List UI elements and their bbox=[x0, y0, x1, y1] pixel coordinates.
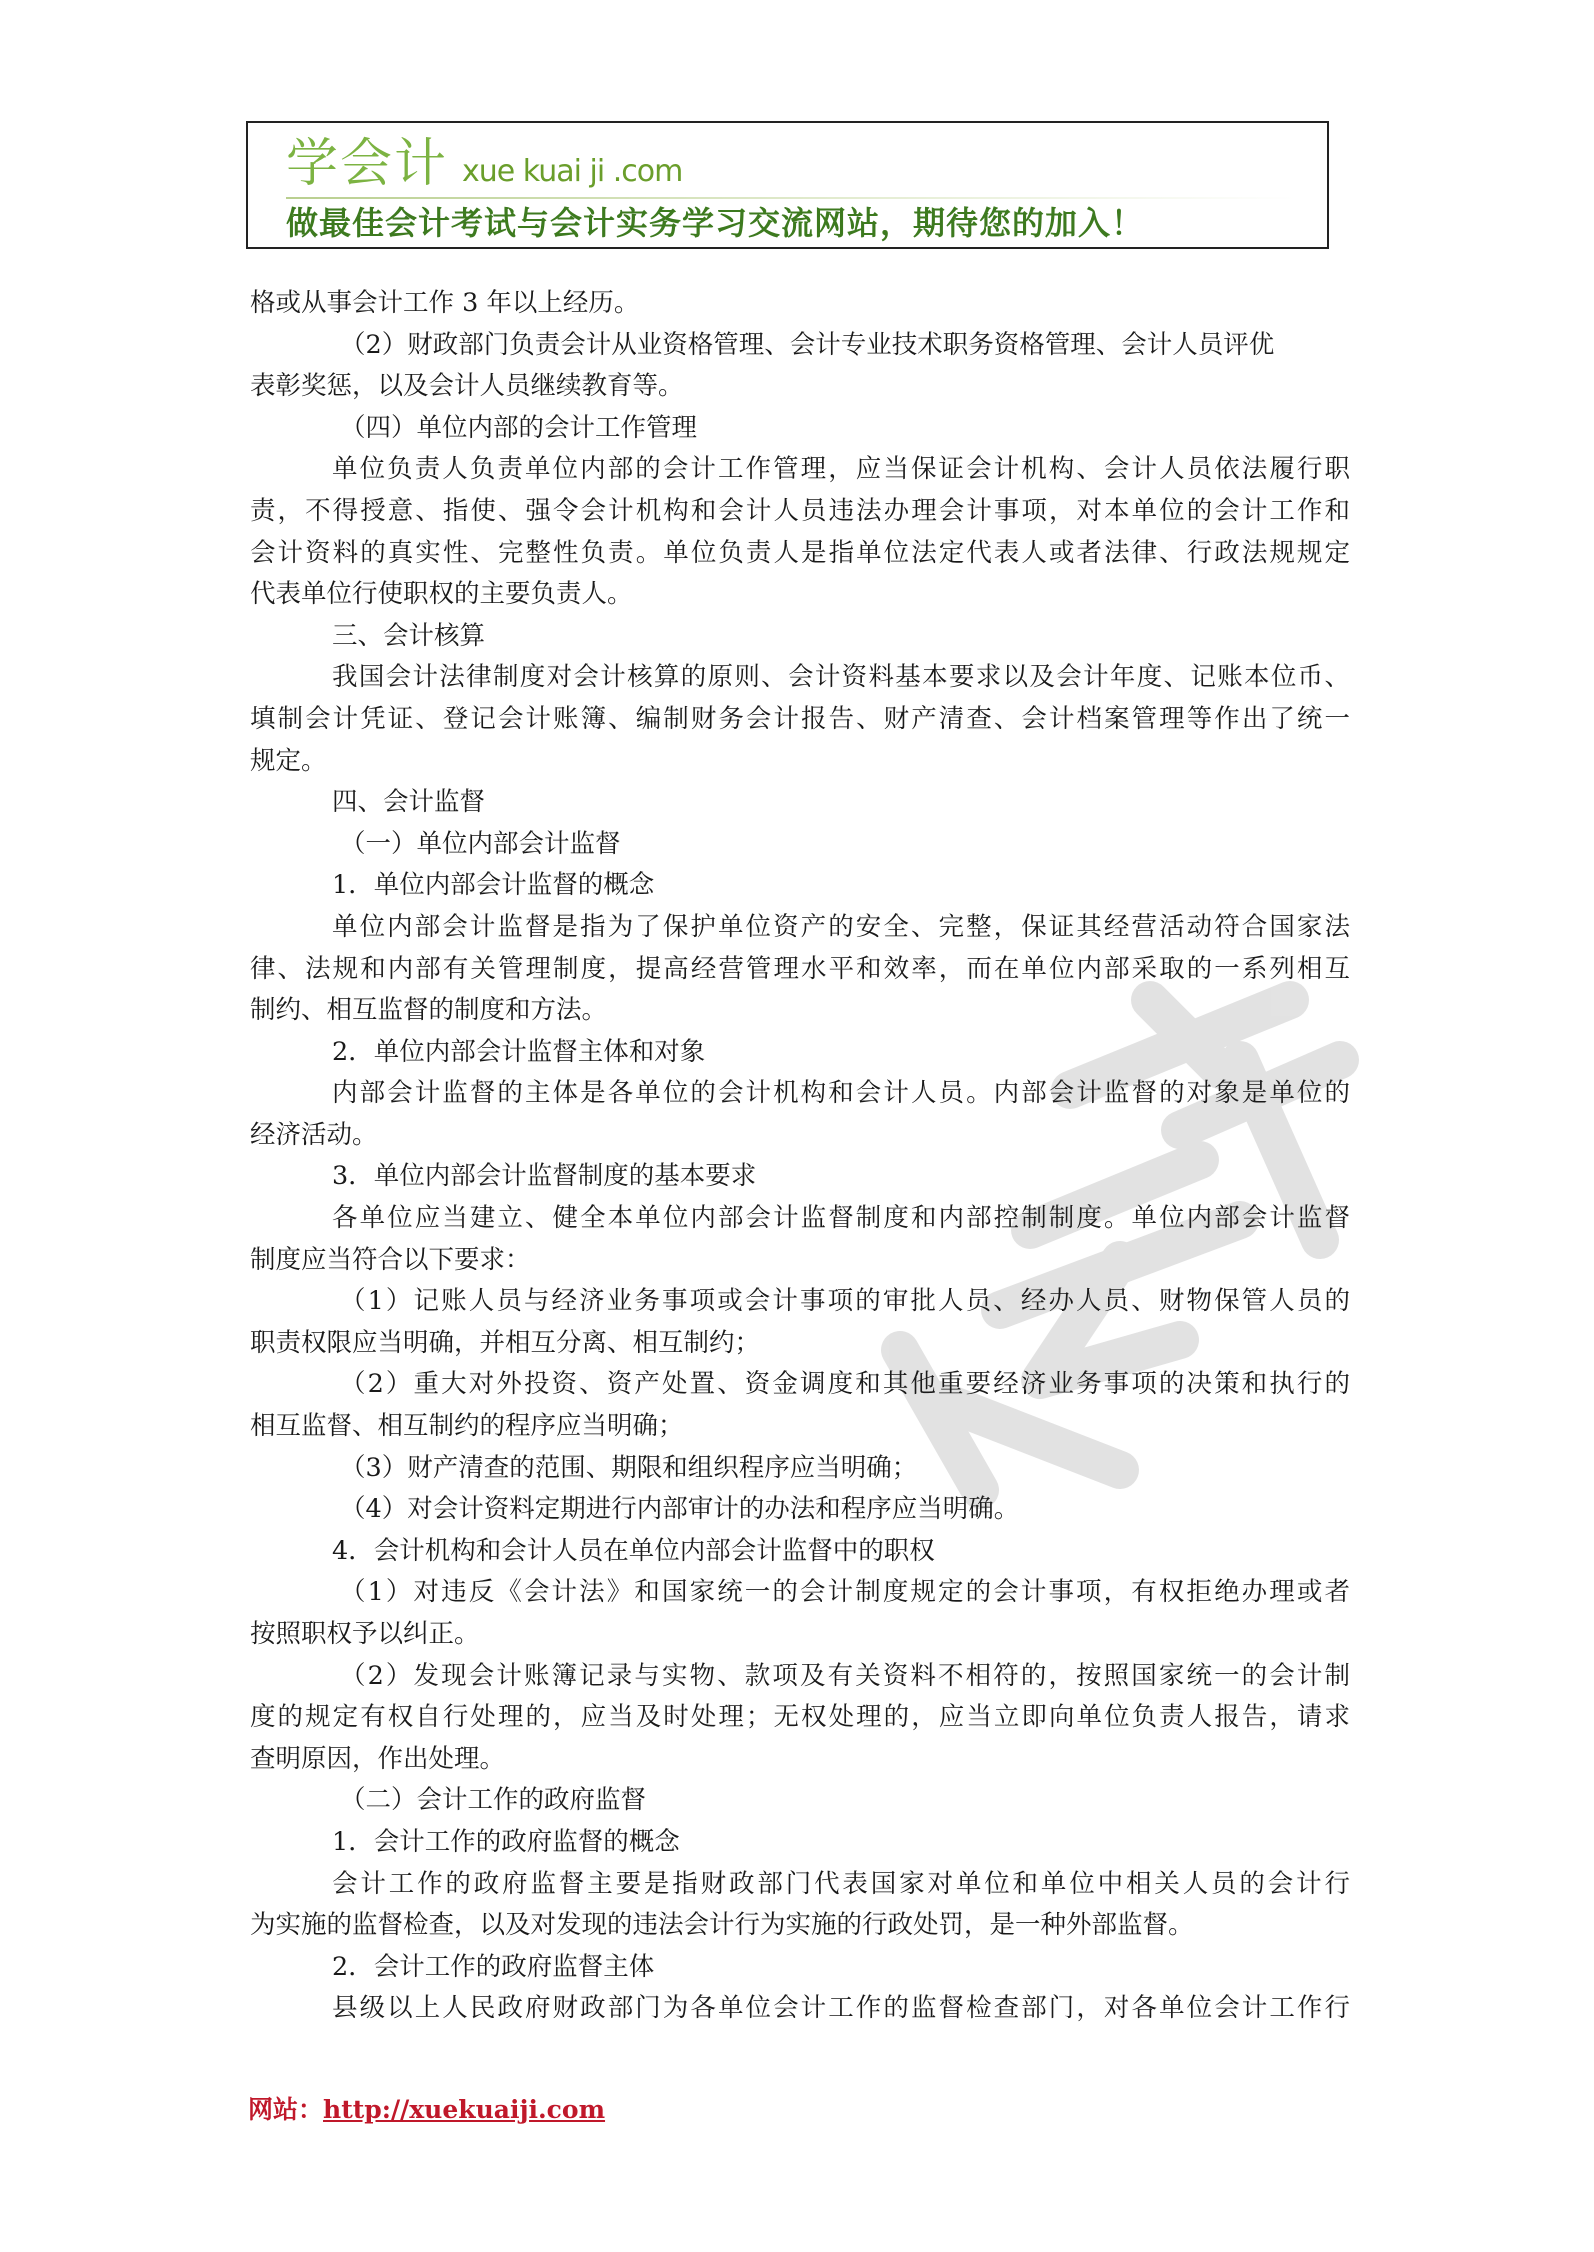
paragraph-line: 查明原因，作出处理。 bbox=[250, 1743, 506, 1774]
footer-label: 网站： bbox=[248, 2095, 324, 2124]
paragraph-line: （1）记账人员与经济业务事项或会计事项的审批人员、经办人员、财物保管人员的 bbox=[340, 1286, 1350, 1317]
paragraph-line: 相互监督、相互制约的程序应当明确； bbox=[250, 1411, 684, 1442]
paragraph-line: 县级以上人民政府财政部门为各单位会计工作的监督检查部门，对各单位会计工作行 bbox=[332, 1993, 1350, 2024]
paragraph-line: （2）重大对外投资、资产处置、资金调度和其他重要经济业务事项的决策和执行的 bbox=[340, 1369, 1350, 1400]
paragraph-line: 制约、相互监督的制度和方法。 bbox=[250, 995, 608, 1026]
banner-slogan: 做最佳会计考试与会计实务学习交流网站，期待您的加入！ bbox=[286, 204, 1145, 242]
section-heading: 1．单位内部会计监督的概念 bbox=[332, 870, 655, 901]
paragraph-line: 按照职权予以纠正。 bbox=[250, 1619, 480, 1649]
paragraph-line: 我国会计法律制度对会计核算的原则、会计资料基本要求以及会计年度、记账本位币、 bbox=[332, 662, 1350, 693]
section-heading: 1．会计工作的政府监督的概念 bbox=[332, 1826, 680, 1857]
paragraph-line: 律、法规和内部有关管理制度，提高经营管理水平和效率，而在单位内部采取的一系列相互 bbox=[250, 953, 1350, 984]
section-heading: 4．会计机构和会计人员在单位内部会计监督中的职权 bbox=[332, 1535, 935, 1566]
paragraph-line: 职责权限应当明确，并相互分离、相互制约； bbox=[250, 1327, 761, 1358]
paragraph-line: 规定。 bbox=[250, 745, 327, 776]
section-heading: 三、会计核算 bbox=[332, 620, 486, 651]
paragraph-line: （2）财政部门负责会计从业资格管理、会计专业技术职务资格管理、会计人员评优 bbox=[340, 329, 1275, 360]
banner-logo bbox=[286, 129, 682, 199]
document-body bbox=[250, 283, 1350, 2030]
paragraph-line: 代表单位行使职权的主要负责人。 bbox=[250, 579, 633, 610]
paragraph-line: 格或从事会计工作 3 年以上经历。 bbox=[250, 288, 640, 318]
section-heading: 2．会计工作的政府监督主体 bbox=[332, 1951, 655, 1982]
banner-divider bbox=[286, 197, 1296, 199]
brand-logo-text: 学会计 bbox=[286, 134, 449, 194]
paragraph-line: 会计工作的政府监督主要是指财政部门代表国家对单位和单位中相关人员的会计行 bbox=[332, 1868, 1350, 1899]
paragraph-line: （2）发现会计账簿记录与实物、款项及有关资料不相符的，按照国家统一的会计制 bbox=[340, 1660, 1350, 1691]
paragraph-line: 单位负责人负责单位内部的会计工作管理，应当保证会计机构、会计人员依法履行职 bbox=[332, 454, 1350, 485]
paragraph-line: 内部会计监督的主体是各单位的会计机构和会计人员。内部会计监督的对象是单位的 bbox=[332, 1078, 1350, 1109]
paragraph-line: 经济活动。 bbox=[250, 1119, 378, 1150]
section-heading: （一）单位内部会计监督 bbox=[340, 828, 621, 859]
paragraph-line: 制度应当符合以下要求： bbox=[250, 1244, 531, 1275]
paragraph-line: （1）对违反《会计法》和国家统一的会计制度规定的会计事项，有权拒绝办理或者 bbox=[340, 1577, 1350, 1608]
paragraph-line: （4）对会计资料定期进行内部审计的办法和程序应当明确。 bbox=[340, 1494, 1020, 1525]
site-banner bbox=[246, 121, 1329, 249]
paragraph-line: 度的规定有权自行处理的，应当及时处理；无权处理的，应当立即向单位负责人报告，请求 bbox=[250, 1702, 1350, 1733]
paragraph-line: 各单位应当建立、健全本单位内部会计监督制度和内部控制制度。单位内部会计监督 bbox=[332, 1203, 1350, 1234]
paragraph-line: 填制会计凭证、登记会计账簿、编制财务会计报告、财产清查、会计档案管理等作出了统一 bbox=[250, 703, 1350, 734]
section-heading: 2．单位内部会计监督主体和对象 bbox=[332, 1036, 706, 1067]
section-heading: 3．单位内部会计监督制度的基本要求 bbox=[332, 1161, 757, 1192]
paragraph-line: （3）财产清查的范围、期限和组织程序应当明确； bbox=[340, 1452, 918, 1483]
paragraph-line: 为实施的监督检查，以及对发现的违法会计行为实施的行政处罚，是一种外部监督。 bbox=[250, 1910, 1194, 1941]
section-heading: （二）会计工作的政府监督 bbox=[340, 1785, 647, 1816]
brand-domain-text: xue kuai ji .com bbox=[462, 154, 683, 189]
section-heading: 四、会计监督 bbox=[332, 787, 486, 818]
page-footer bbox=[248, 2090, 605, 2126]
paragraph-line: 会计资料的真实性、完整性负责。单位负责人是指单位法定代表人或者法律、行政法规规定 bbox=[250, 537, 1350, 568]
paragraph-line: 单位内部会计监督是指为了保护单位资产的安全、完整，保证其经营活动符合国家法 bbox=[332, 911, 1350, 942]
paragraph-line: 责，不得授意、指使、强令会计机构和会计人员违法办理会计事项，对本单位的会计工作和 bbox=[250, 495, 1350, 526]
paragraph-line: 表彰奖惩，以及会计人员继续教育等。 bbox=[250, 371, 684, 402]
section-heading: （四）单位内部的会计工作管理 bbox=[340, 412, 698, 443]
footer-website-link[interactable]: http://xuekuaiji.com bbox=[323, 2095, 606, 2124]
